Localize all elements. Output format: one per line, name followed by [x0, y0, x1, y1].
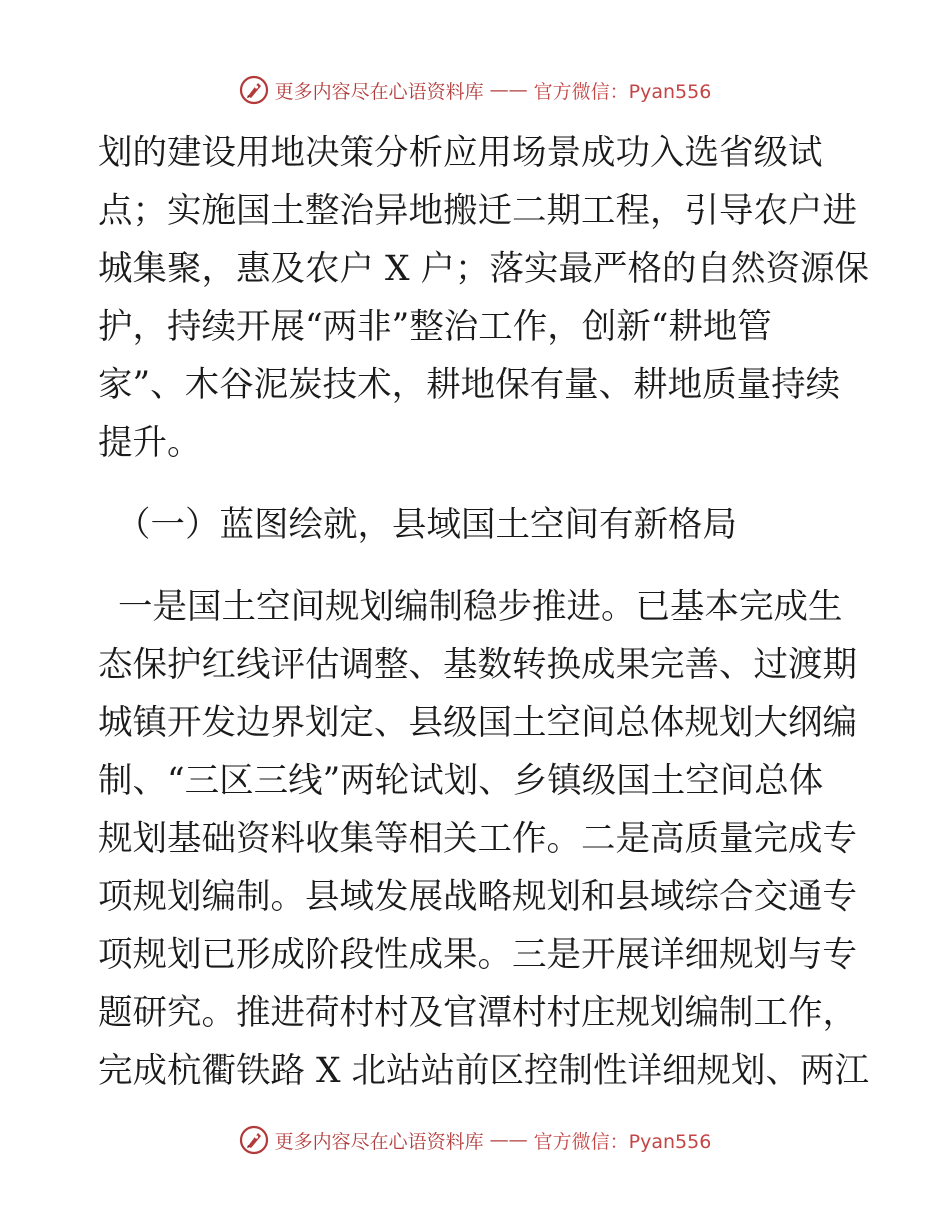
banner-dash: ——: [489, 1129, 528, 1151]
pen-nib-logo-icon: [239, 75, 269, 105]
text-line: 项规划已形成阶段性成果。三是开展详细规划与专: [98, 935, 857, 975]
section-heading: （一）蓝图绘就，县域国土空间有新格局: [116, 505, 737, 545]
document-body: [98, 124, 869, 1100]
paragraph-2: [98, 578, 869, 1100]
text-line: 护，持续开展“两非”整治工作，创新“耕地管: [98, 307, 772, 347]
text-line: 规划基础资料收集等相关工作。二是高质量完成专: [98, 819, 857, 859]
text-line: 题研究。推进荷村村及官潭村村庄规划编制工作，: [98, 993, 857, 1033]
banner-main-text: 更多内容尽在心语资料库: [274, 80, 484, 103]
text-line: 划的建设用地决策分析应用场景成功入选省级试: [98, 133, 823, 173]
banner-wechat-text: 官方微信：Pyan556: [533, 80, 712, 103]
banner-main-text: 更多内容尽在心语资料库: [274, 1130, 484, 1153]
text-line: 完成杭衢铁路 X 北站站前区控制性详细规划、两江: [98, 1051, 869, 1091]
text-line: 家”、木谷泥炭技术，耕地保有量、耕地质量持续: [98, 365, 841, 405]
footer-watermark-banner: [0, 1120, 950, 1160]
text-line: 一是国土空间规划编制稳步推进。已基本完成生: [118, 587, 843, 627]
text-line: 城镇开发边界划定、县级国土空间总体规划大纲编: [98, 703, 857, 743]
pen-nib-logo-icon: [239, 1125, 269, 1155]
header-watermark-banner: [0, 70, 950, 110]
paragraph-1: [98, 124, 869, 472]
text-line: 点；实施国土整治异地搬迁二期工程，引导农户进: [98, 191, 857, 231]
text-line: 态保护红线评估调整、基数转换成果完善、过渡期: [98, 645, 857, 685]
banner-dash: ——: [489, 79, 528, 101]
text-line: 项规划编制。县域发展战略规划和县域综合交通专: [98, 877, 857, 917]
text-line: 制、“三区三线”两轮试划、乡镇级国土空间总体: [98, 761, 824, 801]
banner-wechat-text: 官方微信：Pyan556: [533, 1130, 712, 1153]
text-line: 提升。: [98, 423, 202, 463]
text-line: 城集聚，惠及农户 X 户；落实最严格的自然资源保: [98, 249, 869, 289]
